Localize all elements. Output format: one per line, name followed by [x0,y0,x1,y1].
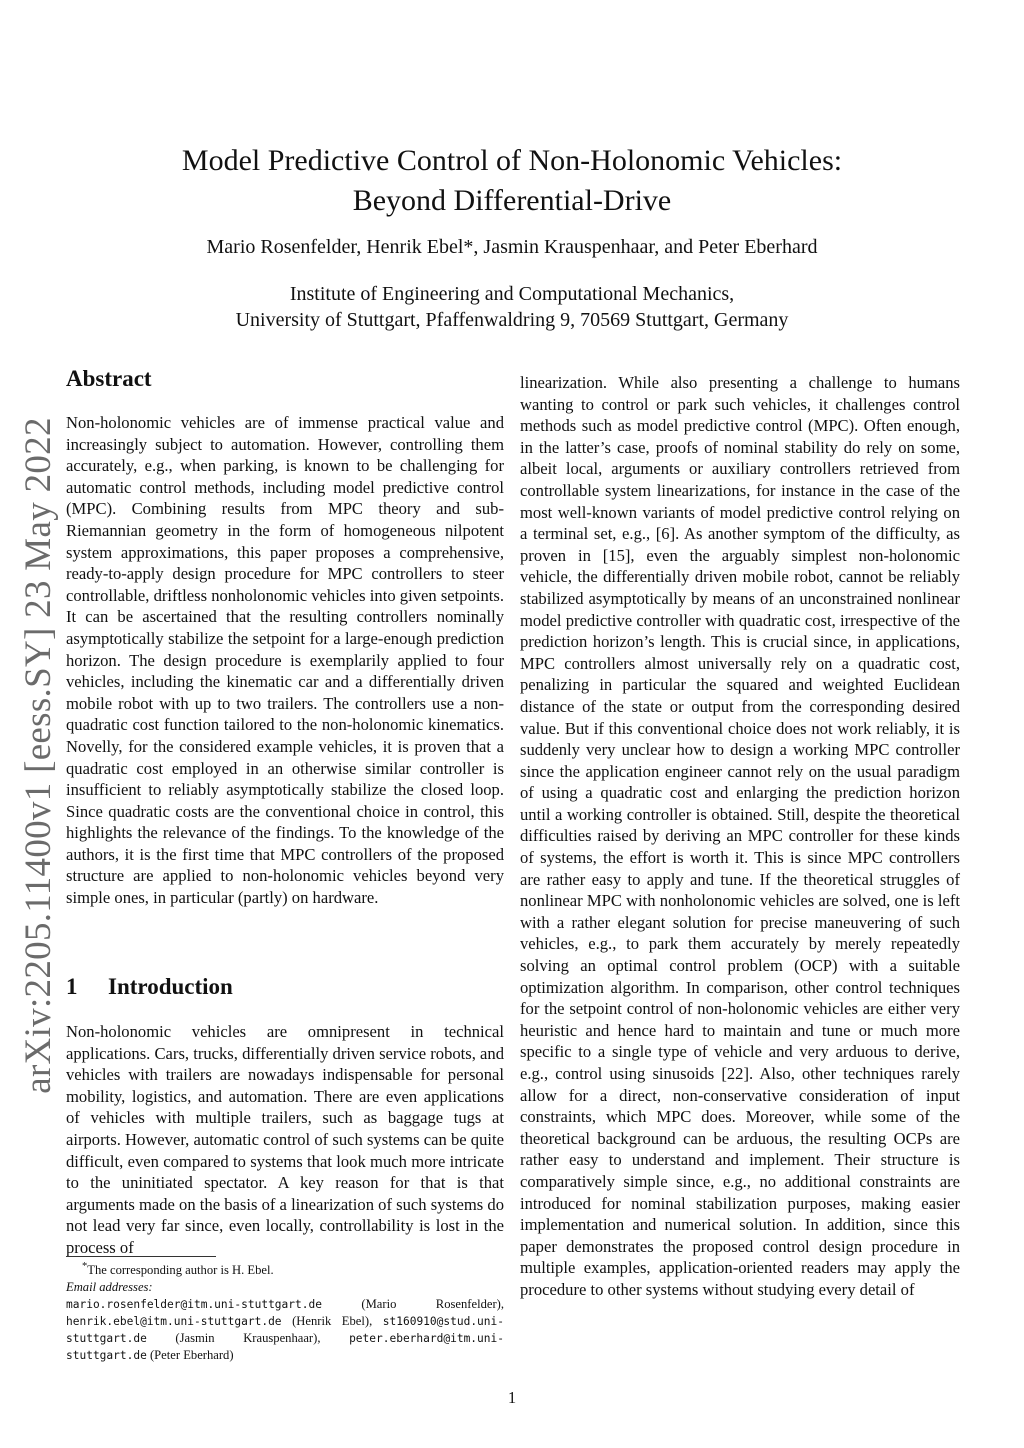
abstract-text: Non-holonomic vehicles are of immense practical value and increasingly subject to automation. However, controlling them accurately, e.g., when parking, is known to be challenging for automatic control methods, including model predictive control (MPC). Combining results from MPC theory and sub-Riemannian geometry in the form of homogeneous nilpotent system approximations, this paper proposes a comprehensive, ready-to-apply design procedure for MPC controllers to steer controllable, driftless nonholonomic vehicles into given setpoints. It can be ascertained that the resulting controllers nominally asymptotically stabilize the setpoint for a large-enough prediction horizon. The design procedure is exemplarily applied to four vehicles, including the kinematic car and a differentially driven mobile robot with up to two trailers. The controllers use a non-quadratic cost function tailored to the non-holonomic kinematics. Novelly, for the considered example vehicles, it is proven that a quadratic cost employed in an otherwise similar controller is insufficient to reliably asymptotically stabilize the closed loop. Since quadratic costs are the conventional choice in control, this highlights the relevance of the findings. To the knowledge of the authors, it is the first time that MPC controllers of the proposed structure are applied to non-holonomic vehicles beyond very simple ones, in particular (partly) on hardware. [66,413,504,908]
email-link[interactable]: mario.rosenfelder@itm.uni-stuttgart.de [66,1298,322,1312]
paper-title-line-1: Model Predictive Control of Non-Holonomic Vehicles: [181,144,843,177]
footnote-rule [66,1256,216,1257]
footnote-corresponding-text: The corresponding author is H. Ebel. [87,1263,274,1278]
arxiv-identifier-stamp [12,416,64,1094]
page-number: 1 [507,1388,517,1407]
email-link[interactable]: peter.eberhard@itm.uni-stuttgart.de [66,1332,504,1363]
email-link[interactable]: henrik.ebel@itm.uni-stuttgart.de [66,1315,282,1329]
author-list [0,236,1024,259]
introduction-section [66,974,504,1259]
section-number: 1 [66,974,78,999]
footnote-marker: * [82,1261,88,1272]
email-owner: (Jasmin Krauspenhaar), [175,1331,321,1346]
footnote-email-list [66,1296,504,1364]
paper-title [0,141,1024,221]
affiliation-line-1: Institute of Engineering and Computational Mechanics, [289,283,735,305]
affiliation-line-2: University of Stuttgart, Pfaffenwaldring 9, 70569 Stuttgart, Germany [235,309,789,331]
email-link[interactable]: st160910@stud.uni-stuttgart.de [66,1315,505,1346]
footnote-corresponding [66,1258,504,1279]
introduction-heading [66,974,504,1000]
authors-text: Mario Rosenfelder, Henrik Ebel*, Jasmin Krauspenhaar, and Peter Eberhard [206,236,818,258]
paper-title-line-2: Beyond Differential-Drive [352,184,672,217]
arxiv-identifier-text: arXiv:2205.11400v1 [eess.SY] 23 May 2022 [17,416,59,1094]
affiliation [0,281,1024,333]
footnote [66,1258,504,1364]
email-owner: (Mario Rosenfelder), [361,1297,504,1312]
introduction-text-left: Non-holonomic vehicles are omnipresent in technical applications. Cars, trucks, differentially driven service robots, and vehicles with trailers are nowadays indispensable for personal mobility, logistics, and automation. There are even applications of vehicles with multiple trailers, such as baggage tugs at airports. However, automatic control of such systems can be quite difficult, even compared to systems that look much more intricate to the uninitiated spectator. A key reason for that is that arguments made on the basis of a linearization of such systems do not lead very far since, even locally, controllability is lost in the process of [66,1022,504,1257]
abstract-section [66,366,504,909]
email-owner: (Peter Eberhard) [149,1348,234,1363]
section-title: Introduction [108,974,233,999]
email-owner: (Henrik Ebel), [292,1314,373,1329]
introduction-text-right: linearization. While also presenting a challenge to humans wanting to control or park such vehicles, it challenges control methods such as model predictive control (MPC). Often enough, in the latter’s case, proofs of nominal stability do rely on some, albeit local, arguments or auxiliary controllers retrieved from controllable system linearizations, for instance in the case of the most well-known variants of model predictive control relying on a terminal set, e.g., [6]. As another symptom of the difficulty, as proven in [15], even the arguably simplest non-holonomic vehicle, the differentially driven mobile robot, cannot be reliably stabilized asymptotically by means of an unconstrained nonlinear model predictive controller with quadratic cost, irrespective of the prediction horizon’s length. This is crucial since, in applications, MPC controllers almost universally rely on a quadratic cost, penalizing in particular the squared and weighted Euclidean distance of the state or output from the corresponding desired value. But if this conventional choice does not work reliably, it is suddenly very unclear how to design a working MPC controller since the application engineer cannot rely on the usual paradigm of using a quadratic cost and enlarging the prediction horizon until a working controller is obtained. Still, despite the theoretical difficulties raised by deriving an MPC controller for these kinds of systems, the effort is worth it. This is since MPC controllers are rather easy to apply and tune. If the theoretical struggles of nonlinear MPC with nonholonomic vehicles are solved, one is left with a rather elegant solution for precise maneuvering of such vehicles, e.g., to park them accurately by merely repeatedly solving an optimal control problem (OCP) with a suitable optimization algorithm. In comparison, other control techniques for the setpoint control of non-holonomic vehicles are either very heuristic and hence hard to maintain and tune or much more specific to a single type of vehicle and very arduous to derive, e.g., control using sinusoids [22]. Also, other techniques rarely allow for a direct, non-conservative consideration of input constraints, which MPC does. Moreover, while some of the theoretical background can be arduous, the resulting OCPs are rather easy to understand and implement. Their structure is comparatively simple since, e.g., no additional constraints are introduced for nominal stabilization purposes, making easier implementation and numerical solution. In addition, since this paper demonstrates the proposed control design procedure in multiple examples, application-oriented readers may apply the procedure to other systems without studying every detail of [520,373,960,1299]
abstract-heading: Abstract [66,366,152,391]
footnote-email-label: Email addresses: [66,1280,153,1295]
introduction-continued [520,372,960,1301]
